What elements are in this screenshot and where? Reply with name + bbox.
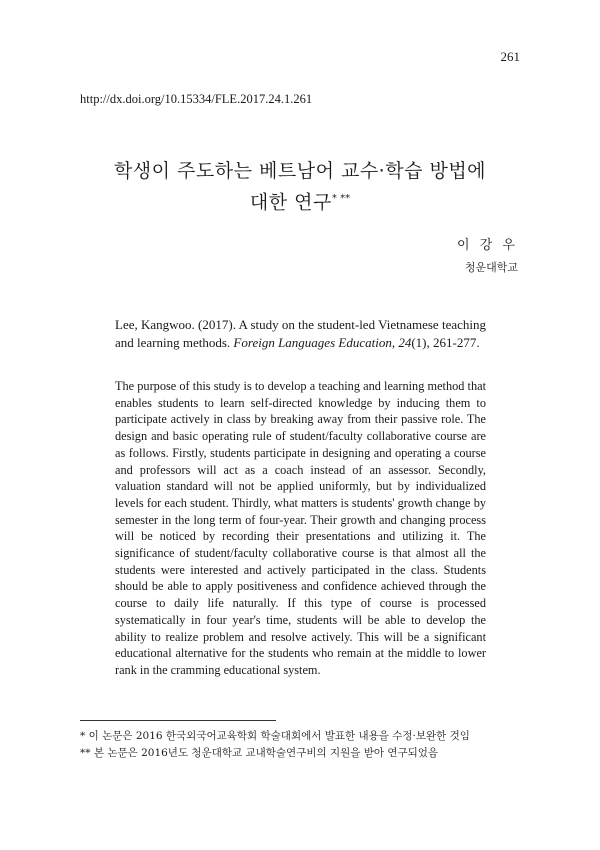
citation-prefix: Lee, Kangwoo. (2017). A study on the student-led Vietnamese teaching and learning methods.	[115, 317, 486, 350]
paper-title	[80, 157, 520, 216]
footnote-divider	[80, 720, 276, 721]
author-block	[457, 236, 518, 278]
doi-link[interactable]: http://dx.doi.org/10.15334/FLE.2017.24.1.261	[80, 92, 313, 106]
footnote-2: ** 본 논문은 2016년도 청운대학교 교내학술연구비의 지원을 받아 연구되었음	[80, 747, 439, 759]
author-affiliation: 청운대학교	[464, 261, 518, 274]
citation-volume: 24	[398, 335, 412, 350]
citation-journal: Foreign Languages Education,	[233, 335, 396, 350]
footnote-1: * 이 논문은 2016 한국외국어교육학회 학술대회에서 발표한 내용을 수정·보완한 것임	[80, 730, 470, 742]
citation	[115, 316, 486, 352]
abstract: The purpose of this study is to develop a teaching and learning method that enables students to learn self-directed knowledge by inducing them to participate actively in class by breaking away from their passive role. The design and basic operating rule of student/faculty collaborative course are as follows. Firstly, students participate in designing and operating a course and professors will act as a coach instead of an assessor. Secondly, valuation standard will not be applied uniformly, but by individualized levels for each student. Thirdly, what matters is students' growth change by semester in the long term of four-year. Their growth and changing process will be noticed by recording their presentations and utilizing it. The significance of student/faculty collaborative course is that almost all the students were interested and actively participated in the class. Students should be able to apply positiveness and confidence achieved through the course to daily life naturally. If this type of course is processed systematically in four year's time, students will be able to develop the ability to realize problem and resolve actively. This will be a significant educational alternative for the students who remain at the middle to lower rank in the cramming educational system.	[115, 379, 486, 677]
author-name: 이 강 우	[457, 238, 518, 253]
page-number: 261	[500, 49, 520, 64]
title-line-2: 대한 연구	[249, 191, 332, 214]
citation-suffix: (1), 261-277.	[411, 335, 480, 350]
title-footnote-marks: * **	[331, 192, 351, 204]
title-line-1: 학생이 주도하는 베트남어 교수·학습 방법에	[113, 159, 487, 182]
footnotes	[80, 728, 520, 762]
